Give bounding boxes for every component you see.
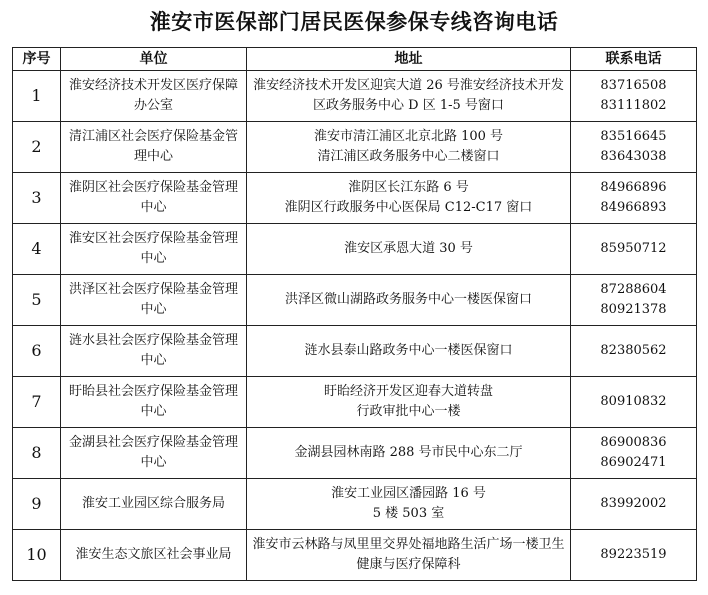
row-number: 8 [13,428,61,479]
phone-number: 85950712 [600,241,667,256]
table-body [13,71,697,581]
row-phone [571,71,697,122]
row-address [247,479,571,530]
row-phone [571,224,697,275]
address-line: 淮安经济技术开发区迎宾大道 26 号淮安经济技术开发区政务服务中心 D 区 1-5 号窗口 [253,78,564,113]
phone-number: 82380562 [600,343,667,358]
row-address [247,173,571,224]
header-address: 地址 [247,48,571,71]
row-phone [571,173,697,224]
phone-number: 83516645 [600,129,667,144]
phone-number: 83992002 [600,496,667,511]
table-row [13,122,697,173]
row-number: 4 [13,224,61,275]
address-line: 淮安区承恩大道 30 号 [344,241,473,256]
row-unit: 淮安经济技术开发区医疗保障办公室 [61,71,247,122]
table-row [13,428,697,479]
row-address [247,326,571,377]
row-phone [571,479,697,530]
row-phone [571,428,697,479]
table-row [13,224,697,275]
row-address [247,224,571,275]
table-row [13,377,697,428]
table-row [13,530,697,581]
row-number: 7 [13,377,61,428]
row-unit: 淮阴区社会医疗保险基金管理中心 [61,173,247,224]
row-phone [571,326,697,377]
address-line: 淮安工业园区潘园路 16 号 [331,486,486,501]
address-line: 清江浦区政务服务中心二楼窗口 [317,149,500,164]
phone-number: 84966893 [600,200,667,215]
row-unit: 淮安区社会医疗保险基金管理中心 [61,224,247,275]
header-unit: 单位 [61,48,247,71]
header-phone: 联系电话 [571,48,697,71]
table-header-row [13,48,697,71]
table-row [13,479,697,530]
row-number: 6 [13,326,61,377]
phone-number: 89223519 [600,547,667,562]
row-number: 1 [13,71,61,122]
row-phone [571,122,697,173]
row-unit: 清江浦区社会医疗保险基金管理中心 [61,122,247,173]
row-address [247,428,571,479]
row-unit: 洪泽区社会医疗保险基金管理中心 [61,275,247,326]
phone-number: 83643038 [600,149,667,164]
row-number: 3 [13,173,61,224]
row-address [247,122,571,173]
row-address [247,275,571,326]
phone-number: 87288604 [600,282,667,297]
table-row [13,275,697,326]
row-number: 9 [13,479,61,530]
row-unit: 淮安生态文旅区社会事业局 [61,530,247,581]
row-phone [571,530,697,581]
phone-number: 83716508 [600,78,667,93]
row-address [247,377,571,428]
phone-number: 86902471 [600,455,667,470]
row-address [247,530,571,581]
table-row [13,326,697,377]
phone-number: 86900836 [600,435,667,450]
row-unit: 盱眙县社会医疗保险基金管理中心 [61,377,247,428]
row-phone [571,275,697,326]
address-line: 涟水县泰山路政务中心一楼医保窗口 [304,343,513,358]
address-line: 淮安市云林路与凤里里交界处福地路生活广场一楼卫生健康与医疗保障科 [252,537,565,572]
row-unit: 淮安工业园区综合服务局 [61,479,247,530]
address-line: 淮阴区行政服务中心医保局 C12-C17 窗口 [284,200,533,215]
address-line: 淮阴区长江东路 6 号 [348,180,469,195]
address-line: 5 楼 503 室 [372,506,445,521]
address-line: 盱眙经济开发区迎春大道转盘 [323,384,493,399]
phone-number: 80921378 [600,302,667,317]
table-row [13,71,697,122]
header-num: 序号 [13,48,61,71]
address-line: 行政审批中心一楼 [356,404,461,419]
row-phone [571,377,697,428]
phone-number: 84966896 [600,180,667,195]
address-line: 洪泽区微山湖路政务服务中心一楼医保窗口 [284,292,532,307]
page-title: 淮安市医保部门居民医保参保专线咨询电话 [149,10,559,34]
row-unit: 涟水县社会医疗保险基金管理中心 [61,326,247,377]
table-row [13,173,697,224]
row-address [247,71,571,122]
phone-number: 83111802 [600,98,667,113]
row-number: 5 [13,275,61,326]
contact-table [12,47,697,581]
address-line: 淮安市清江浦区北京北路 100 号 [313,129,504,144]
row-unit: 金湖县社会医疗保险基金管理中心 [61,428,247,479]
row-number: 2 [13,122,61,173]
row-number: 10 [13,530,61,581]
phone-number: 80910832 [600,394,667,409]
address-line: 金湖县园林南路 288 号市民中心东二厅 [294,445,523,460]
